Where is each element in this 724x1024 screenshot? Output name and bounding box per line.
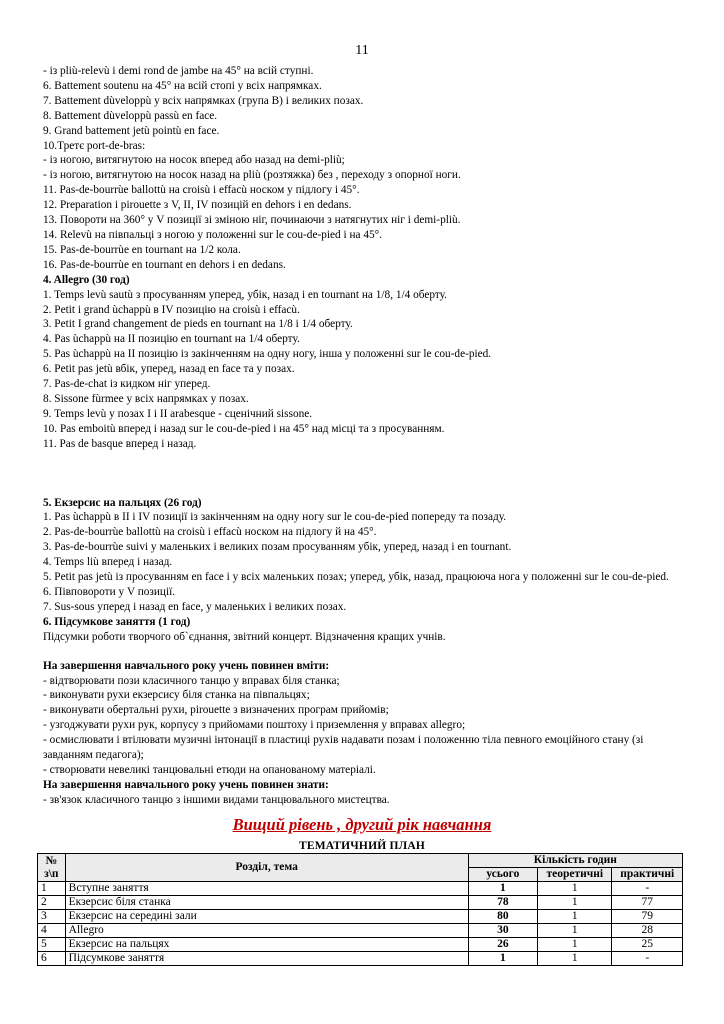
list-item: 15. Pas-de-bourrùe en tournant на 1/2 кола. — [43, 243, 241, 256]
header-number: № з\п — [38, 854, 66, 882]
cell-section: Екзерсис біля станка — [65, 896, 468, 910]
cell-total: 30 — [468, 924, 537, 938]
list-item: - створювати невеликі танцювальні етюди на опанованому матеріалі. — [43, 763, 376, 776]
cell-section: Підсумкове заняття — [65, 952, 468, 966]
knowledge-heading: На завершення навчального року учень повинен знати: — [43, 778, 329, 791]
table-row — [38, 882, 683, 896]
list-item: 7. Sus-sous уперед і назад en face, у маленьких і великих позах. — [43, 600, 347, 613]
spacer — [43, 645, 683, 659]
list-item: 16. Pas-de-bourrùe en tournant en dehors і en dedans. — [43, 258, 286, 271]
table-header-row — [38, 854, 683, 868]
list-item: - виконувати рухи екзерсису біля станка на півпальцях; — [43, 689, 310, 702]
list-item: 14. Relevù на півпальці з ногою у положенні sur le cou-de-pied і на 45°. — [43, 228, 382, 241]
list-item: - із ногою, витягнутою на носок назад на pliù (розтяжка) без , переходу з опорної ноги. — [43, 169, 461, 182]
list-item: 11. Pas-de-bourrùe ballottù на croisù і effacù носком у підлогу і 45°. — [43, 184, 360, 197]
list-item: 3. Petit I grand changement de pieds en tournant на 1/8 і 1/4 оберту. — [43, 318, 353, 331]
cell-total: 78 — [468, 896, 537, 910]
cell-section: Вступне заняття — [65, 882, 468, 896]
cell-theory: 1 — [538, 910, 612, 924]
cell-total: 26 — [468, 938, 537, 952]
list-item: 2. Petit і grand ùchappù в IV позицію на croisù і effacù. — [43, 303, 300, 316]
cell-theory: 1 — [538, 896, 612, 910]
header-hours: Кількість годин — [468, 854, 682, 868]
skills-list — [43, 674, 683, 778]
document-body — [43, 64, 683, 808]
cell-number: 1 — [38, 882, 66, 896]
page-number: 11 — [355, 43, 369, 58]
header-total: усього — [468, 868, 537, 882]
header-section: Розділ, тема — [65, 854, 468, 882]
cell-section: Allegro — [65, 924, 468, 938]
list-item: - із ногою, витягнутою на носок вперед або назад на demi-pliù; — [43, 154, 345, 167]
list-item: 7. Battement dùveloppù у всіх напрямках (група В) і великих позах. — [43, 94, 364, 107]
cell-theory: 1 — [538, 882, 612, 896]
cell-theory: 1 — [538, 952, 612, 966]
cell-number: 4 — [38, 924, 66, 938]
list-item: 1. Pas ùchappù в II і IV позиції із закінченням на одну ногу sur le cou-de-pied попереду та позаду. — [43, 511, 507, 524]
list-item: 7. Pas-de-chat із кидком ніг уперед. — [43, 378, 211, 391]
list-item: - осмислювати і втілювати музичні інтонації в пластиці рухів надавати позам і положенню тіла певного емоційного стану (зі завданням педагога); — [43, 734, 644, 762]
cell-theory: 1 — [538, 938, 612, 952]
cell-practice: - — [612, 952, 683, 966]
list-item: 9. Grand battement jetù pointù en face. — [43, 124, 220, 137]
cell-section: Екзерсис на середині зали — [65, 910, 468, 924]
cell-practice: 28 — [612, 924, 683, 938]
allegro-heading: 4. Allegro (30 год) — [43, 273, 130, 286]
list-item: 10.Третє port-de-bras: — [43, 139, 146, 152]
cell-number: 6 — [38, 952, 66, 966]
knowledge-item: - зв'язок класичного танцю з іншими видами танцювального мистецтва. — [43, 793, 390, 806]
list-item: 2. Pas-de-bourrùe ballottù на croisù і effacù носком на підлогу й на 45°. — [43, 526, 377, 539]
allegro-list — [43, 288, 683, 452]
cell-practice: - — [612, 882, 683, 896]
header-practice: практичні — [612, 868, 683, 882]
cell-section: Екзерсис на пальцях — [65, 938, 468, 952]
list-item: - із pliù-relevù і demi rond de jambe на 45° на всій ступні. — [43, 65, 314, 77]
cell-theory: 1 — [538, 924, 612, 938]
list-item: 9. Temps levù у позах I і II arabesque - сценічний sissone. — [43, 407, 313, 420]
list-item: 8. Sissone fùrmee у всіх напрямках у позах. — [43, 392, 249, 405]
final-text: Підсумки роботи творчого об`єднання, звітний концерт. Відзначення кращих учнів. — [43, 630, 446, 643]
cell-practice: 77 — [612, 896, 683, 910]
list-item: 6. Petit pas jetù вбік, уперед, назад en face та у позах. — [43, 363, 295, 376]
table-row — [38, 910, 683, 924]
plan-title: ТЕМАТИЧНИЙ ПЛАН — [298, 840, 426, 852]
list-item: 1. Temps levù sautù з просуванням уперед, убік, назад і en tournant на 1/8, 1/4 оберту. — [43, 288, 447, 301]
list-item: 11. Pas de basque вперед і назад. — [43, 437, 197, 450]
thematic-plan-table — [37, 853, 683, 966]
cell-number: 2 — [38, 896, 66, 910]
cell-total: 1 — [468, 882, 537, 896]
list-item: 13. Повороти на 360° у V позиції зі зміною ніг, починаючи з натягнутих ніг і demi-pliù. — [43, 214, 461, 227]
cell-total: 80 — [468, 910, 537, 924]
pointe-heading: 5. Екзерсис на пальцях (26 год) — [43, 496, 202, 509]
list-item: 5. Pas ùchappù на II позицію із закінченням на одну ногу, інша у положенні sur le cou-de-pied. — [43, 348, 492, 361]
table-row — [38, 896, 683, 910]
list-item: 5. Petit pas jetù із просуванням en face і у всіх маленьких позах; уперед, убік, назад, працююча нога у положенні sur le cou-de-pied. — [43, 571, 669, 584]
cell-number: 5 — [38, 938, 66, 952]
cell-practice: 25 — [612, 938, 683, 952]
table-row — [38, 938, 683, 952]
skills-heading: На завершення навчального року учень повинен вміти: — [43, 659, 330, 672]
list-item: 4. Pas ùchappù на II позицію en tournant на 1/4 оберту. — [43, 333, 300, 346]
table-row — [38, 952, 683, 966]
barre-list-continued — [43, 64, 683, 273]
cell-total: 1 — [468, 952, 537, 966]
cell-number: 3 — [38, 910, 66, 924]
list-item: 12. Preparation і pirouette з V, II, IV позицій en dehors і en dedans. — [43, 199, 352, 212]
list-item: 8. Battement dùveloppù passù en face. — [43, 109, 218, 122]
list-item: 6. Battement soutenu на 45° на всій стопі у всіх напрямках. — [43, 79, 322, 92]
list-item: 6. Півповороти у V позиції. — [43, 586, 176, 598]
list-item: - виконувати обертальні рухи, pirouette з визначених програм прийомів; — [43, 704, 389, 717]
list-item: - відтворювати пози класичного танцю у вправах біля станка; — [43, 674, 340, 687]
level-title: Вищий рівень , другий рік навчання — [232, 815, 492, 834]
list-item: 10. Pas emboitù вперед і назад sur le cou-de-pied і на 45° над місці та з просуванням. — [43, 422, 445, 435]
header-theory: теоретичні — [538, 868, 612, 882]
table-row — [38, 924, 683, 938]
cell-practice: 79 — [612, 910, 683, 924]
final-heading: 6. Підсумкове заняття (1 год) — [43, 615, 191, 628]
spacer — [43, 452, 683, 496]
list-item: 3. Pas-de-bourrùe suivi у маленьких і великих позам просуванням убік, уперед, назад і en tournant. — [43, 541, 512, 554]
pointe-list — [43, 510, 683, 614]
list-item: 4. Temps liù вперед і назад. — [43, 556, 173, 569]
list-item: - узгоджувати рухи рук, корпусу з прийомами поштоху і приземлення у вправах allegro; — [43, 719, 466, 732]
